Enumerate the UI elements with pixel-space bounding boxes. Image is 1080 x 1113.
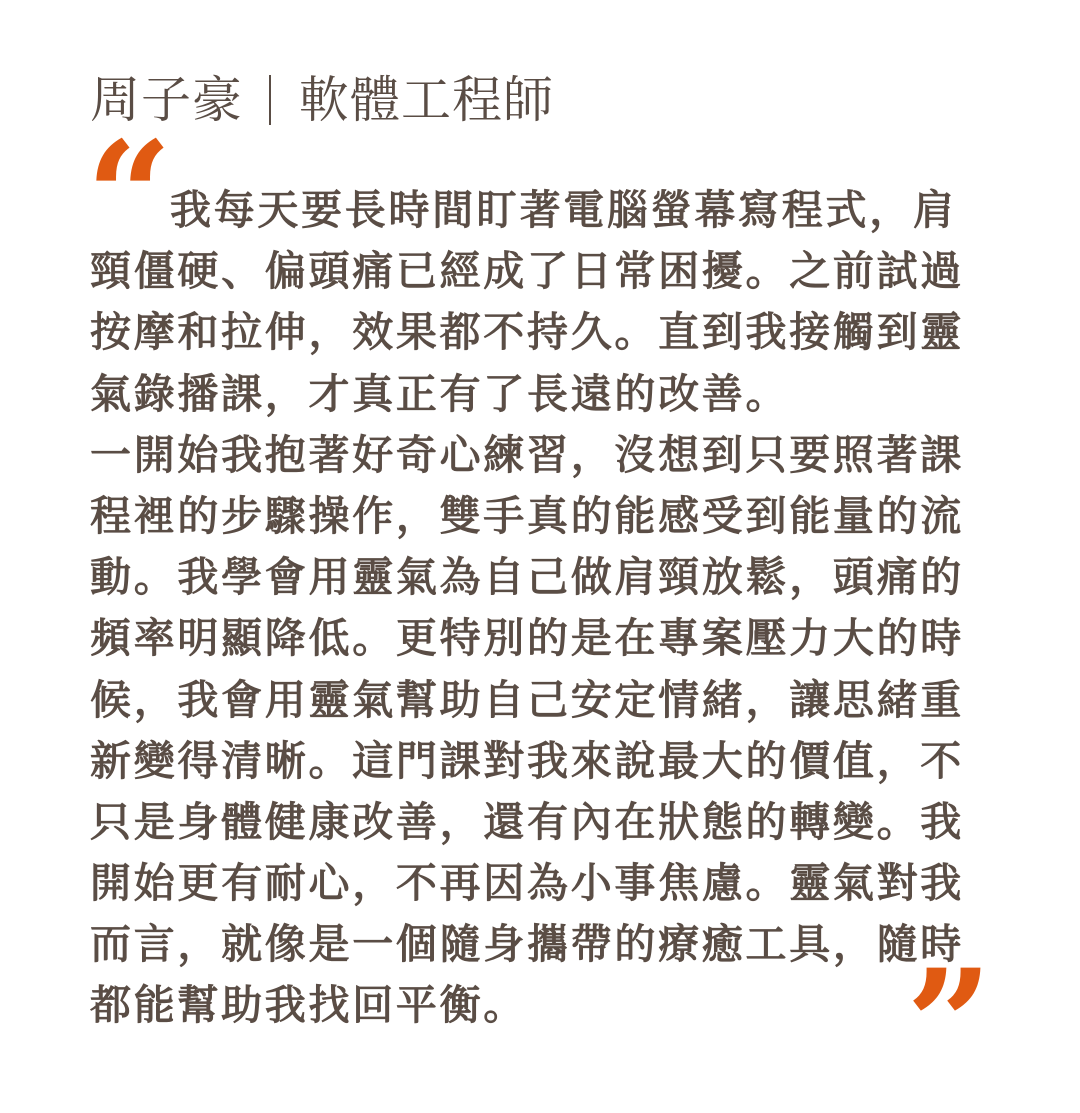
author-role: 軟體工程師 xyxy=(299,71,554,129)
author-name: 周子豪 xyxy=(90,71,243,129)
testimonial-line: 頻率明顯降低。更特別的是在專案壓力大的時 xyxy=(90,614,964,663)
close-quote-icon: ” xyxy=(906,937,993,1113)
testimonial-line: 只是身體健康改善，還有內在狀態的轉變。我 xyxy=(90,797,964,846)
testimonial-line: 都能幫助我找回平衡。 xyxy=(90,981,527,1030)
testimonial-line: 按摩和拉伸，效果都不持久。直到我接觸到靈 xyxy=(90,308,964,357)
testimonial-line: 程裡的步驟操作，雙手真的能感受到能量的流 xyxy=(90,491,964,540)
testimonial-line: 一開始我抱著好奇心練習，沒想到只要照著課 xyxy=(90,430,964,479)
title-divider xyxy=(269,75,271,125)
testimonial-line: 動。我學會用靈氣為自己做肩頸放鬆，頭痛的 xyxy=(90,553,964,602)
testimonial-line: 氣錄播課，才真正有了長遠的改善。 xyxy=(90,369,790,418)
testimonial-line: 候，我會用靈氣幫助自己安定情緒，讓思緒重 xyxy=(90,675,964,724)
testimonial-line: 新變得清晰。這門課對我來說最大的價值，不 xyxy=(90,736,964,785)
testimonial-line: 而言，就像是一個隨身攜帶的療癒工具，隨時 xyxy=(90,920,964,969)
testimonial-line: 開始更有耐心，不再因為小事焦慮。靈氣對我 xyxy=(90,859,964,908)
testimonial-line: 我每天要長時間盯著電腦螢幕寫程式，肩 xyxy=(170,186,957,234)
testimonial-text xyxy=(90,180,980,1037)
open-quote-icon: “ xyxy=(86,109,173,285)
testimonial-line: 頸僵硬、偏頭痛已經成了日常困擾。之前試過 xyxy=(90,247,964,296)
